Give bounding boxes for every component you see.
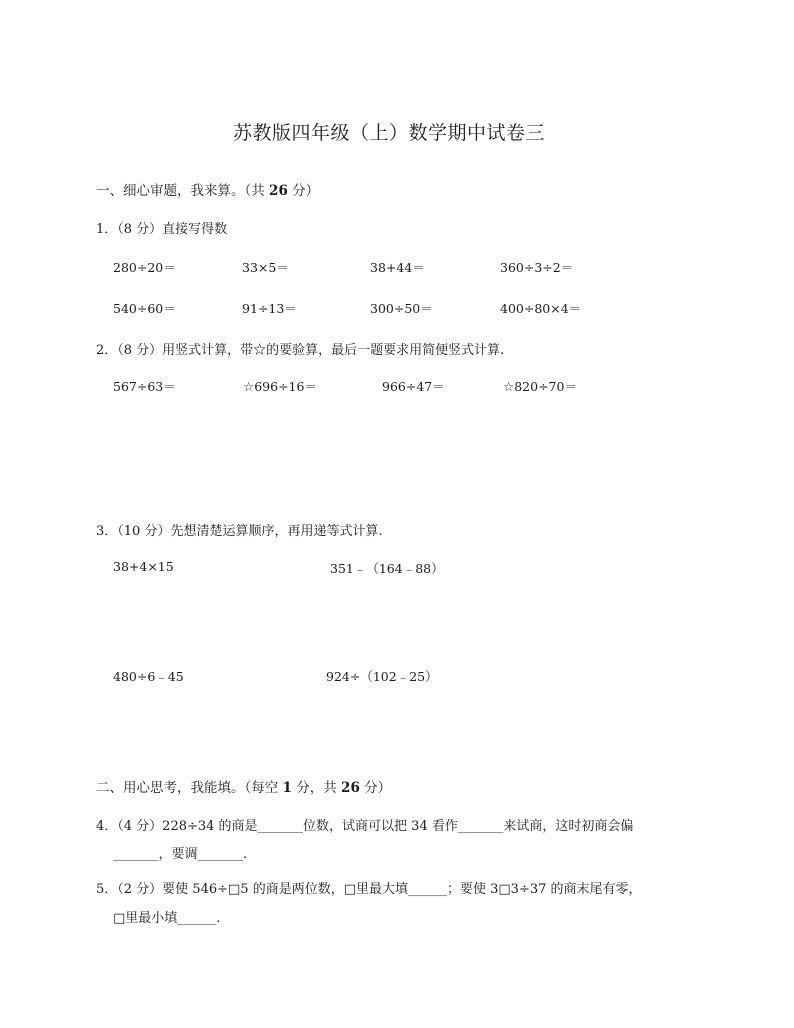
section-2-points-each: 1: [282, 780, 292, 796]
question-1: 1．（8 分）直接写得数: [96, 222, 228, 237]
section-2-heading: [96, 776, 391, 796]
q3-expr: 38+4×15: [113, 559, 174, 574]
q2-expr: ☆696÷16＝: [243, 379, 317, 394]
question-2: 2．（8 分）用竖式计算，带☆的要验算，最后一题要求用简便竖式计算.: [96, 343, 505, 358]
q1-expr: 400÷80×4＝: [500, 301, 582, 316]
q1-expr: 360÷3÷2＝: [500, 260, 574, 275]
q1-expr: 300÷50＝: [370, 301, 433, 316]
q1-expr: 540÷60＝: [113, 301, 176, 316]
question-5-line-1: 5．（2 分）要使 546÷□5 的商是两位数，□里最大填______；要使 3□3÷37 的商末尾有零，: [96, 882, 642, 897]
question-4-line-1: 4．（4 分）228÷34 的商是_______位数，试商可以把 34 看作_______来试商，这时初商会偏: [96, 819, 634, 834]
q1-expr: 280÷20＝: [113, 260, 176, 275]
question-3: 3．（10 分）先想清楚运算顺序，再用递等式计算.: [96, 524, 383, 539]
page-title: 苏教版四年级（上）数学期中试卷三: [233, 122, 546, 144]
section-1-points: 26: [269, 183, 288, 199]
q2-expr: 567÷63＝: [113, 379, 176, 394]
q1-expr: 38+44＝: [370, 260, 425, 275]
q3-expr: 924÷（102﹣25）: [326, 669, 438, 684]
section-2-heading-text-c: 分）: [359, 780, 392, 796]
question-5-line-2: □里最小填______.: [113, 911, 221, 926]
section-2-heading-text-a: 二、用心思考，我能填。（每空: [96, 780, 283, 796]
section-2-heading-text-b: 分，共: [291, 780, 342, 796]
q1-expr: 33×5＝: [242, 260, 289, 275]
section-1-heading-text-a: 一、细心审题，我来算。（共: [96, 183, 270, 199]
section-1-heading-text-b: 分）: [287, 183, 320, 199]
q2-expr: ☆820÷70＝: [503, 379, 577, 394]
section-1-heading: [96, 179, 319, 199]
q3-expr: 480÷6﹣45: [113, 669, 184, 684]
q2-expr: 966÷47＝: [382, 379, 445, 394]
section-2-points-total: 26: [341, 780, 360, 796]
question-4-line-2: _______，要调_______.: [113, 847, 248, 862]
q1-expr: 91÷13＝: [242, 301, 297, 316]
q3-expr: 351﹣（164﹣88）: [330, 561, 444, 576]
